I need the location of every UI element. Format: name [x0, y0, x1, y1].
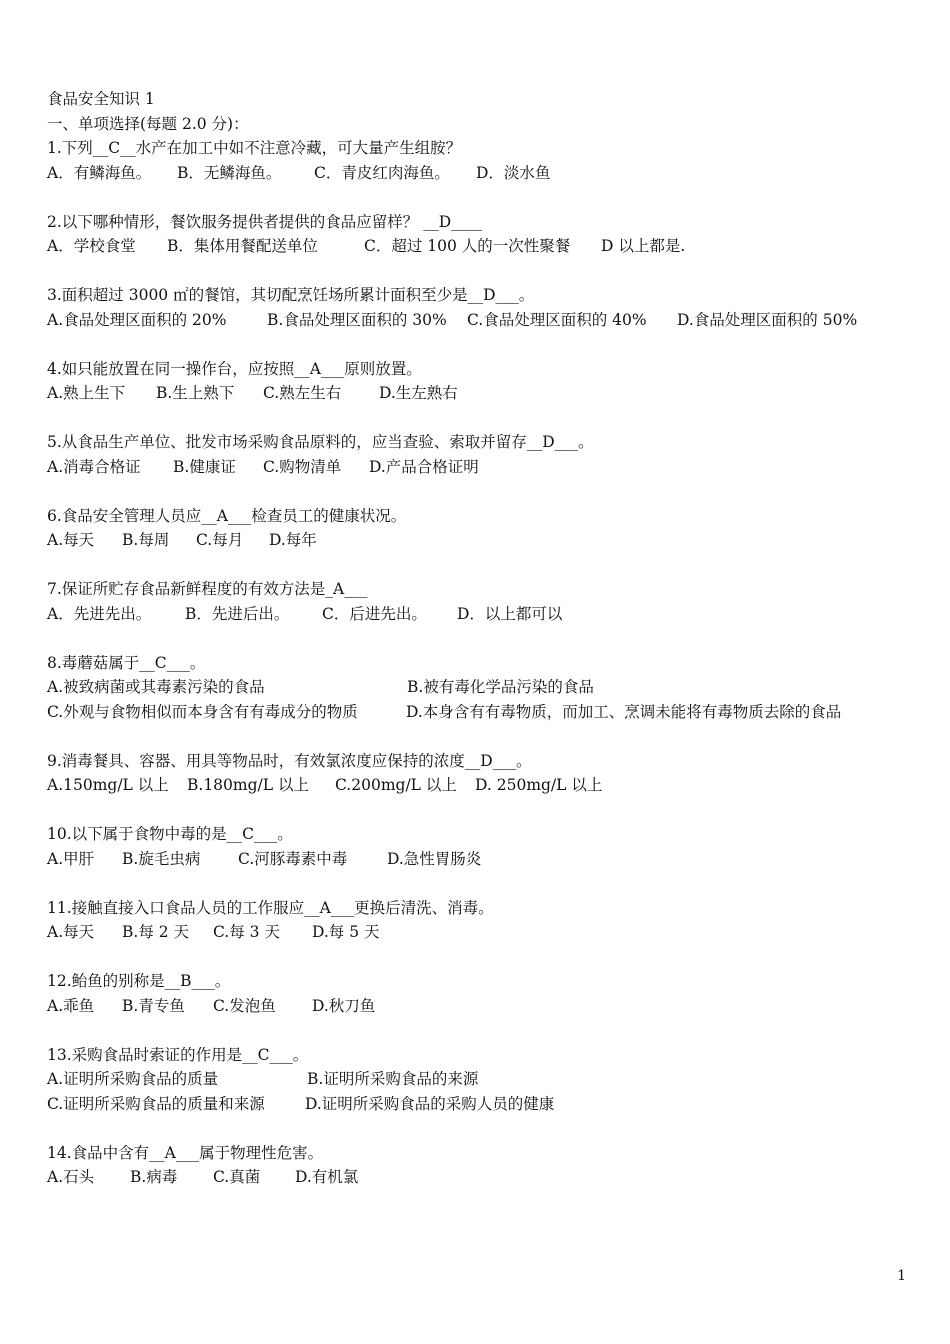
question-13-options-row1 — [47, 1067, 917, 1092]
option-c: C.证明所采购食品的质量和来源 — [47, 1094, 265, 1113]
option-a: A．有鳞海鱼。 — [47, 163, 152, 182]
option-a: A.食品处理区面积的 20% — [47, 310, 227, 329]
option-a: A.石头 — [47, 1168, 95, 1186]
option-b: B.每 2 天 — [122, 923, 190, 941]
option-a: A.证明所采购食品的质量 — [47, 1070, 219, 1088]
question-12-options — [47, 994, 917, 1019]
option-a: A.150mg/L 以上 — [47, 776, 169, 794]
option-b: B.180mg/L 以上 — [187, 776, 309, 794]
option-d: D. 250mg/L 以上 — [475, 776, 603, 794]
option-c: C．超过 100 人的一次性聚餐 — [364, 237, 571, 255]
section-heading: 一、单项选择(每题 2.0 分)： — [47, 114, 249, 133]
option-b: B.旋毛虫病 — [122, 849, 201, 868]
option-b: B.生上熟下 — [156, 384, 235, 402]
question-5: 5.从食品生产单位、批发市场采购食品原料的，应当查验、索取并留存__D___。 — [47, 433, 594, 451]
option-a: A.消毒合格证 — [47, 457, 141, 476]
question-3: 3.面积超过 3000 ㎡的餐馆，其切配烹饪场所累计面积至少是__D___。 — [47, 286, 535, 304]
option-d: D.每年 — [269, 531, 317, 549]
option-d: D.本身含有有毒物质，而加工、烹调未能将有毒物质去除的食品 — [406, 702, 842, 721]
question-1-options — [47, 161, 917, 186]
option-d: D.产品合格证明 — [369, 457, 479, 476]
question-13: 13.采购食品时索证的作用是__C___。 — [47, 1045, 309, 1064]
option-b: B.被有毒化学品污染的食品 — [407, 678, 594, 696]
option-d: D.有机氯 — [295, 1168, 359, 1186]
option-d: D 以上都是. — [601, 237, 686, 255]
question-10-options — [47, 847, 917, 872]
option-c: C.发泡鱼 — [213, 996, 276, 1015]
option-d: D．以上都可以 — [457, 604, 563, 623]
option-c: C.每月 — [196, 531, 244, 549]
option-c: C.200mg/L 以上 — [335, 776, 457, 794]
option-c: C.河豚毒素中毒 — [238, 849, 348, 868]
question-4: 4.如只能放置在同一操作台，应按照__A___原则放置。 — [47, 359, 422, 378]
question-1: 1.下列__C__水产在加工中如不注意冷藏，可大量产生组胺？ — [47, 139, 462, 157]
option-d: D.每 5 天 — [312, 923, 380, 941]
option-d: D.食品处理区面积的 50% — [677, 310, 858, 329]
question-14-options — [47, 1165, 917, 1190]
option-d: D.生左熟右 — [379, 384, 458, 402]
option-c: C.外观与食物相似而本身含有有毒成分的物质 — [47, 702, 358, 721]
option-a: A．学校食堂 — [47, 237, 136, 255]
question-12: 12.鲐鱼的别称是__B___。 — [47, 972, 231, 990]
option-d: D．淡水鱼 — [476, 163, 551, 182]
option-d: D.证明所采购食品的采购人员的健康 — [305, 1094, 555, 1113]
option-c: C．青皮红肉海鱼。 — [314, 163, 450, 182]
option-c: C．后进先出。 — [322, 604, 427, 623]
question-8: 8.毒蘑菇属于__C___。 — [47, 653, 206, 672]
question-2-options — [47, 234, 917, 259]
option-c: C.熟左生右 — [263, 384, 342, 402]
option-b: B.健康证 — [173, 457, 236, 476]
option-c: C.每 3 天 — [213, 923, 280, 941]
option-c: C.食品处理区面积的 40% — [467, 310, 647, 329]
question-2: 2.以下哪种情形，餐饮服务提供者提供的食品应留样？ __D____ — [47, 212, 483, 231]
option-a: A．先进先出。 — [47, 604, 152, 623]
question-8-options-row2 — [47, 700, 917, 725]
option-a: A.甲肝 — [47, 849, 95, 868]
question-11: 11.接触直接入口食品人员的工作服应__A___更换后清洗、消毒。 — [47, 898, 494, 917]
question-9-options — [47, 773, 917, 798]
question-8-options-row1 — [47, 675, 917, 700]
question-13-options-row2 — [47, 1092, 917, 1117]
option-d: D.急性胃肠炎 — [387, 849, 482, 868]
question-11-options — [47, 920, 917, 945]
question-6-options — [47, 528, 917, 553]
question-3-options — [47, 308, 917, 333]
option-a: A.每天 — [47, 923, 95, 941]
option-d: D.秋刀鱼 — [312, 996, 376, 1015]
option-a: A.每天 — [47, 531, 95, 549]
question-7-options — [47, 602, 917, 627]
option-b: B.青专鱼 — [122, 996, 185, 1015]
option-a: A.熟上生下 — [47, 384, 126, 402]
option-a: A.被致病菌或其毒素污染的食品 — [47, 678, 265, 696]
option-b: B.病毒 — [130, 1168, 178, 1186]
option-b: B．集体用餐配送单位 — [167, 237, 318, 255]
option-b: B．无鳞海鱼。 — [177, 163, 282, 182]
page-number: 1 — [897, 1268, 906, 1284]
option-b: B.每周 — [122, 531, 170, 549]
question-5-options — [47, 455, 917, 480]
document-title: 食品安全知识 1 — [47, 90, 155, 108]
option-c: C.购物清单 — [263, 457, 342, 476]
option-b: B.证明所采购食品的来源 — [307, 1070, 479, 1088]
question-9: 9.消毒餐具、容器、用具等物品时，有效氯浓度应保持的浓度__D___。 — [47, 751, 532, 770]
question-6: 6.食品安全管理人员应__A___检查员工的健康状况。 — [47, 506, 407, 525]
question-7: 7.保证所贮存食品新鲜程度的有效方法是_A___ — [47, 580, 368, 598]
question-14: 14.食品中含有__A___属于物理性危害。 — [47, 1143, 324, 1162]
document-page — [47, 87, 917, 1190]
question-10: 10.以下属于食物中毒的是__C___。 — [47, 825, 293, 843]
option-b: B．先进后出。 — [185, 604, 290, 623]
option-c: C.真菌 — [213, 1168, 261, 1186]
question-4-options — [47, 381, 917, 406]
option-a: A.乖鱼 — [47, 996, 95, 1015]
option-b: B.食品处理区面积的 30% — [267, 310, 447, 329]
